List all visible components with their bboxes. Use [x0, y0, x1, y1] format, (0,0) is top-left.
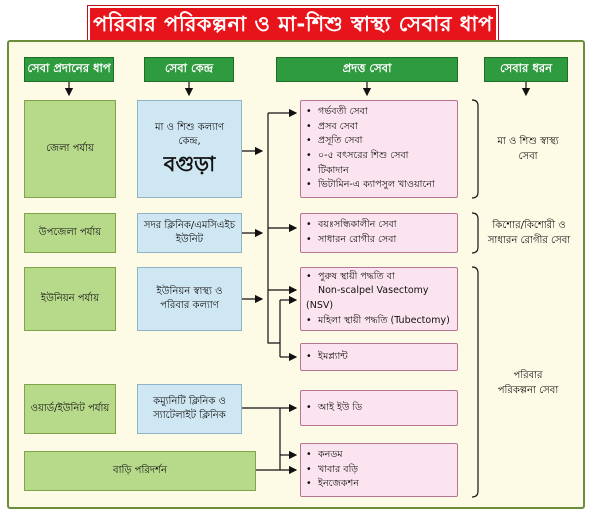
services-implant	[300, 343, 458, 371]
center-upazila-line1: সদর ক্লিনিক/এমসিএইচ	[143, 219, 236, 231]
level-union-label: ইউনিয়ন পর্যায়	[40, 292, 100, 304]
services-permanent-methods	[300, 267, 458, 331]
level-district-label: জেলা পর্যায়	[46, 142, 94, 154]
service-item: • আই ইউ ডি	[306, 401, 362, 416]
service-item: • খাবার বড়ি	[306, 463, 359, 478]
header-services-provided: প্রদত্ত সেবা	[276, 57, 458, 82]
service-item: • প্রসব সেবা	[306, 120, 435, 135]
type-fp-line1: পরিবার	[513, 370, 543, 381]
services-iud	[300, 390, 458, 426]
center-district	[137, 100, 242, 198]
type-mch-line1: মা ও শিশু স্বাস্থ্য	[497, 136, 559, 147]
center-union-line1: ইউনিয়ন স্বাস্থ্য ও	[156, 285, 223, 297]
service-item: • ইনজেকশন	[306, 477, 359, 492]
level-upazila	[24, 213, 116, 253]
center-upazila-line2: ইউনিট	[175, 234, 204, 245]
level-home-visit	[24, 451, 256, 491]
service-item: • সাধারন রোগীর সেবা	[306, 233, 397, 248]
type-family-planning	[478, 368, 578, 398]
type-adolescent	[476, 218, 582, 248]
services-maternal-child	[300, 100, 458, 198]
service-item: • কনডম	[306, 448, 359, 463]
header-service-type: সেবার ধরন	[484, 57, 568, 82]
header-service-center: সেবা কেন্দ্র	[144, 57, 234, 82]
center-ward	[137, 384, 242, 434]
center-union-line2: পরিবার কল্যাণ	[160, 300, 219, 311]
level-ward	[24, 384, 116, 434]
center-district-name: মা ও শিশু কল্যাণ কেন্দ্র,	[154, 121, 225, 148]
center-union	[137, 267, 242, 331]
type-adolescent-line2: সাধারন রোগীর সেবা	[487, 235, 571, 246]
level-home-visit-label: বাড়ি পরিদর্শন	[113, 464, 167, 476]
level-ward-label: ওয়ার্ড/ইউনিট পর্যায়	[30, 402, 110, 414]
center-upazila	[137, 213, 242, 253]
center-ward-line2: স্যাটেলাইট ক্লিনিক	[153, 410, 226, 421]
services-temporary	[300, 443, 458, 497]
level-upazila-label: উপজেলা পর্যায়	[38, 226, 102, 238]
service-item: • প্রসূতি সেবা	[306, 134, 435, 149]
service-item	[306, 270, 452, 314]
service-item: • ইমপ্ল্যান্ট	[306, 350, 348, 365]
type-mch-line2: সেবা	[518, 151, 538, 162]
center-ward-line1: কম্যুনিটি ক্লিনিক ও	[153, 395, 226, 407]
type-fp-line2: পরিকল্পনা সেবা	[497, 385, 559, 396]
service-item: • বয়ঃসন্ধিকালীন সেবা	[306, 218, 397, 233]
service-nsv-line1: পুরুষ স্থায়ী পদ্ধতি বা	[318, 270, 395, 282]
type-adolescent-line1: কিশোর/কিশোরী ও	[492, 220, 566, 231]
level-district	[24, 100, 116, 198]
service-item: • মহিলা স্থায়ী পদ্ধতি (Tubectomy)	[306, 314, 452, 329]
service-nsv-line2: Non-scalpel Vasectomy (NSV)	[306, 285, 429, 311]
service-item: • টিকাদান	[306, 164, 435, 179]
center-district-city: বগুড়া	[163, 151, 216, 176]
service-item: • ভিটামিন-এ ক্যাপসুল খাওয়ানো	[306, 178, 435, 193]
services-adolescent	[300, 213, 458, 253]
service-item: • ০-৫ বৎসরের শিশু সেবা	[306, 149, 435, 164]
level-union	[24, 267, 116, 331]
type-mch	[478, 134, 578, 164]
service-item: • গর্ভবতী সেবা	[306, 105, 435, 120]
page-title: পরিবার পরিকল্পনা ও মা-শিশু স্বাস্থ্য সেবার ধাপ	[88, 6, 498, 44]
header-service-level: সেবা প্রদানের ধাপ	[24, 57, 114, 82]
